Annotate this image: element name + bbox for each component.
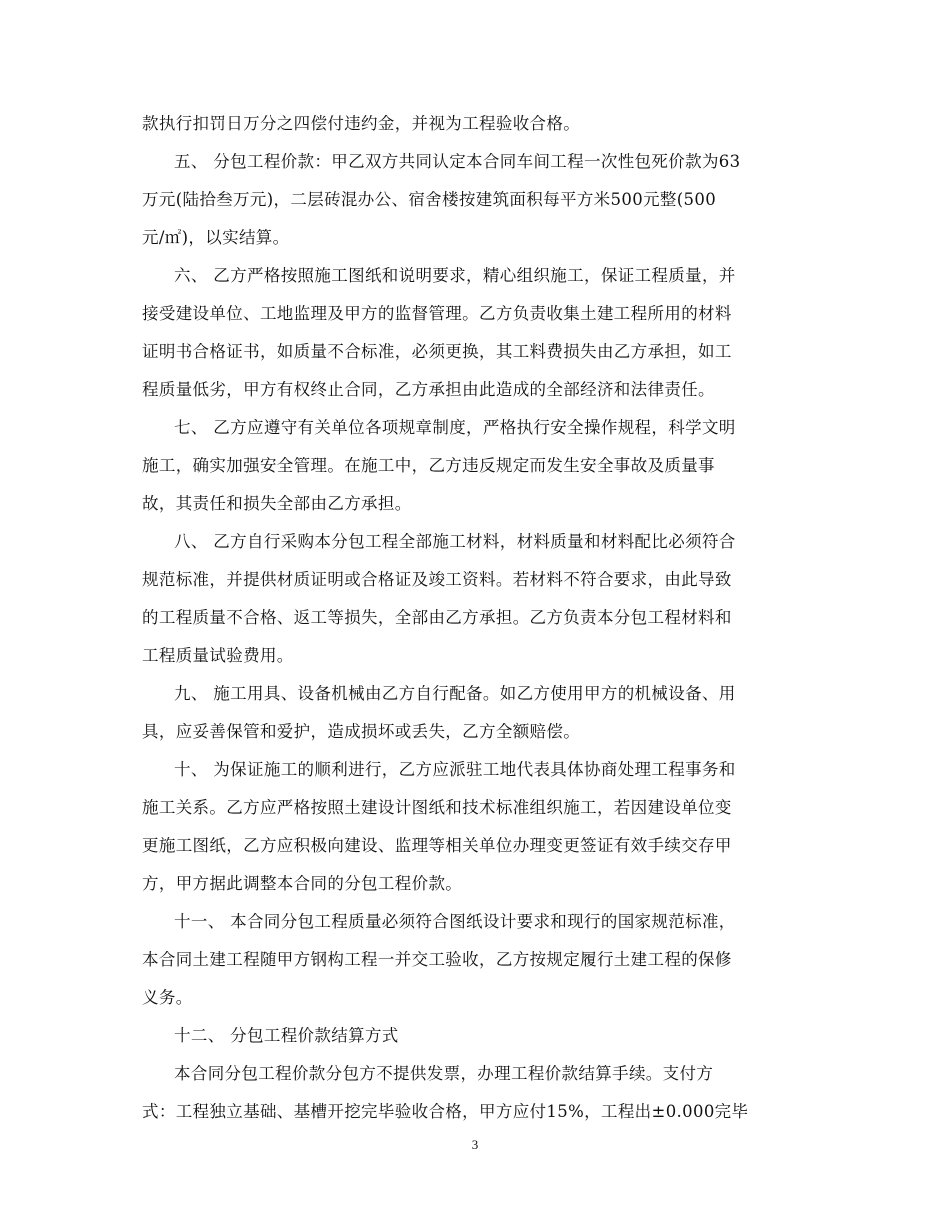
text-line-24: 义务。 xyxy=(142,988,193,1007)
text-line-13: 规范标准，并提供材质证明或合格证及竣工资料。若材料不符合要求，由此导致 xyxy=(142,570,732,589)
text-line-3: 万元(陆拾叁万元)，二层砖混办公、宿舍楼按建筑面积每平方米500元整(500 xyxy=(142,190,717,209)
text-line-19: 施工关系。乙方应严格按照土建设计图纸和技术标准组织施工，若因建设单位变 xyxy=(142,798,732,817)
text-line-2: 五、 分包工程价款：甲乙双方共同认定本合同车间工程一次性包死价款为63 xyxy=(174,152,741,171)
text-line-14: 的工程质量不合格、返工等损失，全部由乙方承担。乙方负责本分包工程材料和 xyxy=(142,608,732,627)
text-line-23: 本合同土建工程随甲方钢构工程一并交工验收，乙方按规定履行土建工程的保修 xyxy=(142,950,732,969)
text-line-12: 八、 乙方自行采购本分包工程全部施工材料，材料质量和材料配比必须符合 xyxy=(174,532,736,551)
text-line-18: 十、 为保证施工的顺利进行，乙方应派驻工地代表具体协商处理工程事务和 xyxy=(174,760,736,779)
text-line-17: 具，应妥善保管和爱护，造成损坏或丢失，乙方全额赔偿。 xyxy=(142,722,581,741)
text-line-11: 故，其责任和损失全部由乙方承担。 xyxy=(142,494,412,513)
text-line-10: 施工，确实加强安全管理。在施工中，乙方违反规定而发生安全事故及质量事 xyxy=(142,456,715,475)
text-line-26: 本合同分包工程价款分包方不提供发票，办理工程价款结算手续。支付方 xyxy=(174,1064,714,1083)
page-number: 3 xyxy=(471,1137,479,1152)
text-line-7: 证明书合格证书，如质量不合标准，必须更换，其工料费损失由乙方承担，如工 xyxy=(142,342,732,361)
text-line-4: 元/㎡)，以实结算。 xyxy=(142,228,290,247)
text-line-20: 更施工图纸，乙方应积极向建设、监理等相关单位办理变更签证有效手续交存甲 xyxy=(142,836,732,855)
text-line-27: 式：工程独立基础、基槽开挖完毕验收合格，甲方应付15%，工程出±0.000完毕 xyxy=(142,1102,749,1121)
text-line-16: 九、 施工用具、设备机械由乙方自行配备。如乙方使用甲方的机械设备、用 xyxy=(174,684,736,703)
text-line-6: 接受建设单位、工地监理及甲方的监督管理。乙方负责收集土建工程所用的材料 xyxy=(142,304,732,323)
text-line-5: 六、 乙方严格按照施工图纸和说明要求，精心组织施工，保证工程质量，并 xyxy=(174,266,736,285)
text-line-25: 十二、 分包工程价款结算方式 xyxy=(174,1026,399,1045)
text-line-1: 款执行扣罚日万分之四偿付违约金，并视为工程验收合格。 xyxy=(142,114,581,133)
text-line-8: 程质量低劣，甲方有权终止合同，乙方承担由此造成的全部经济和法律责任。 xyxy=(142,380,715,399)
text-line-15: 工程质量试验费用。 xyxy=(142,646,294,665)
text-line-21: 方，甲方据此调整本合同的分包工程价款。 xyxy=(142,874,463,893)
text-line-9: 七、 乙方应遵守有关单位各项规章制度，严格执行安全操作规程，科学文明 xyxy=(174,418,736,437)
text-line-22: 十一、 本合同分包工程质量必须符合图纸设计要求和现行的国家规范标准， xyxy=(174,912,736,931)
